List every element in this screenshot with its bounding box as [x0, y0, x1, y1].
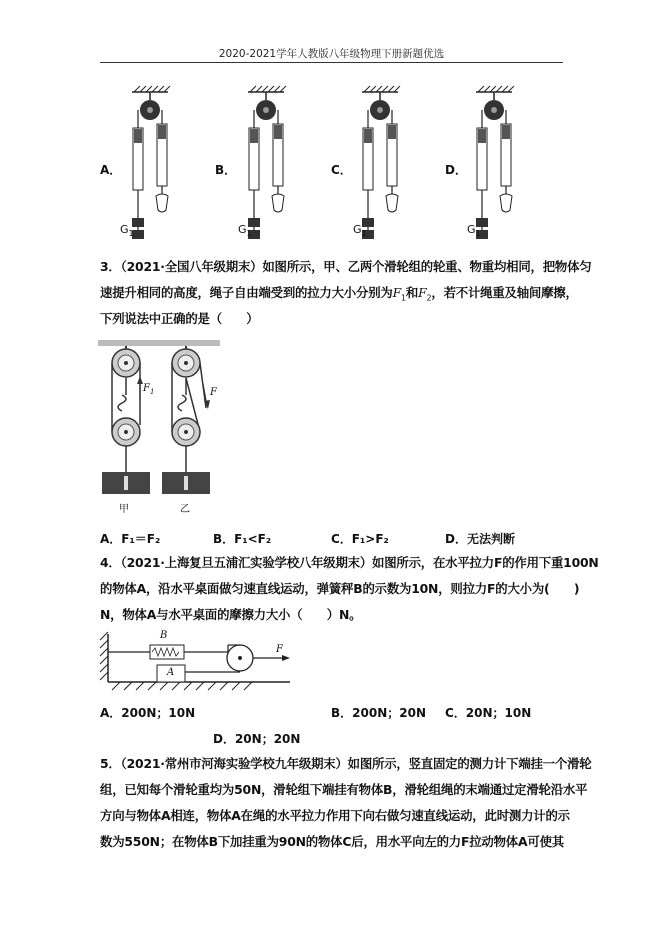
q4-option-b: B．200N；20N: [331, 706, 426, 720]
q3-line-1: 3．（2021·全国八年级期末）如图所示，甲、乙两个滑轮组的轮重、物重均相同，把物体匀: [100, 259, 592, 274]
q5-line-3: 方向与物体A相连，物体A在绳的水平拉力作用下向右做匀速直线运动，此时测力计的示: [100, 808, 570, 823]
q2-weight-label-b: $G_1$: [238, 223, 252, 239]
q4-fig-a-label: A: [167, 667, 175, 678]
q3-fig-yi-label: 乙: [180, 504, 190, 515]
q3-fig-f2-label: F: [210, 387, 217, 398]
q4-option-d: D．20N；20N: [213, 732, 301, 746]
q3-line-3: 下列说法中正确的是（ ）: [100, 311, 259, 326]
q2-weight-label-d: $G_1$: [467, 223, 481, 239]
q3-fig-jia-label: 甲: [119, 504, 129, 515]
q4-option-a: A．200N；10N: [100, 706, 196, 720]
q2-weight-label-c: $G_1$: [353, 223, 367, 239]
q3-line-2: 速提升相同的高度，绳子自由端受到的拉力大小分别为$F_1$和$F_2$，若不计绳重及轴间摩擦，: [100, 285, 578, 303]
q4-option-c: C．20N；10N: [445, 706, 532, 720]
q4-line-1: 4．（2021·上海复旦五浦汇实验学校八年级期末）如图所示，在水平拉力F的作用下重100N: [100, 555, 599, 570]
q2-option-b: B．: [215, 163, 237, 177]
q5-line-2: 组，已知每个滑轮重均为50N，滑轮组下端挂有物体B，滑轮组绳的末端通过定滑轮沿水平: [100, 782, 588, 797]
q2-weight-label-a: $G_1$: [120, 223, 134, 239]
q3-option-c: C．F₁>F₂: [331, 532, 389, 546]
q2-option-d: D．: [445, 163, 467, 177]
q3-fig-f1-label: $F_1$: [143, 383, 155, 396]
q3-option-b: B．F₁<F₂: [213, 532, 272, 546]
q3-option-d: D．无法判断: [445, 532, 515, 546]
q4-fig-b-label: B: [160, 630, 168, 641]
q5-line-1: 5．（2021·常州市河海实验学校九年级期末）如图所示，竖直固定的测力计下端挂一个滑轮: [100, 756, 592, 771]
q2-option-c: C．: [331, 163, 352, 177]
q2-option-a: A．: [100, 163, 122, 177]
page-header: 2020-2021学年人教版八年级物理下册新题优选: [218, 48, 445, 60]
q4-fig-f-label: F: [276, 644, 283, 655]
q3-option-a: A．F₁＝F₂: [100, 532, 161, 546]
q4-line-2: 的物体A，沿水平桌面做匀速直线运动，弹簧秤B的示数为10N，则拉力F的大小为( ): [100, 581, 580, 596]
q4-line-3: N，物体A与水平桌面的摩擦力大小（ ）N。: [100, 607, 362, 622]
q5-line-4: 数为550N；在物体B下加挂重为90N的物体C后，用水平向左的力F拉动物体A可使其: [100, 834, 564, 849]
